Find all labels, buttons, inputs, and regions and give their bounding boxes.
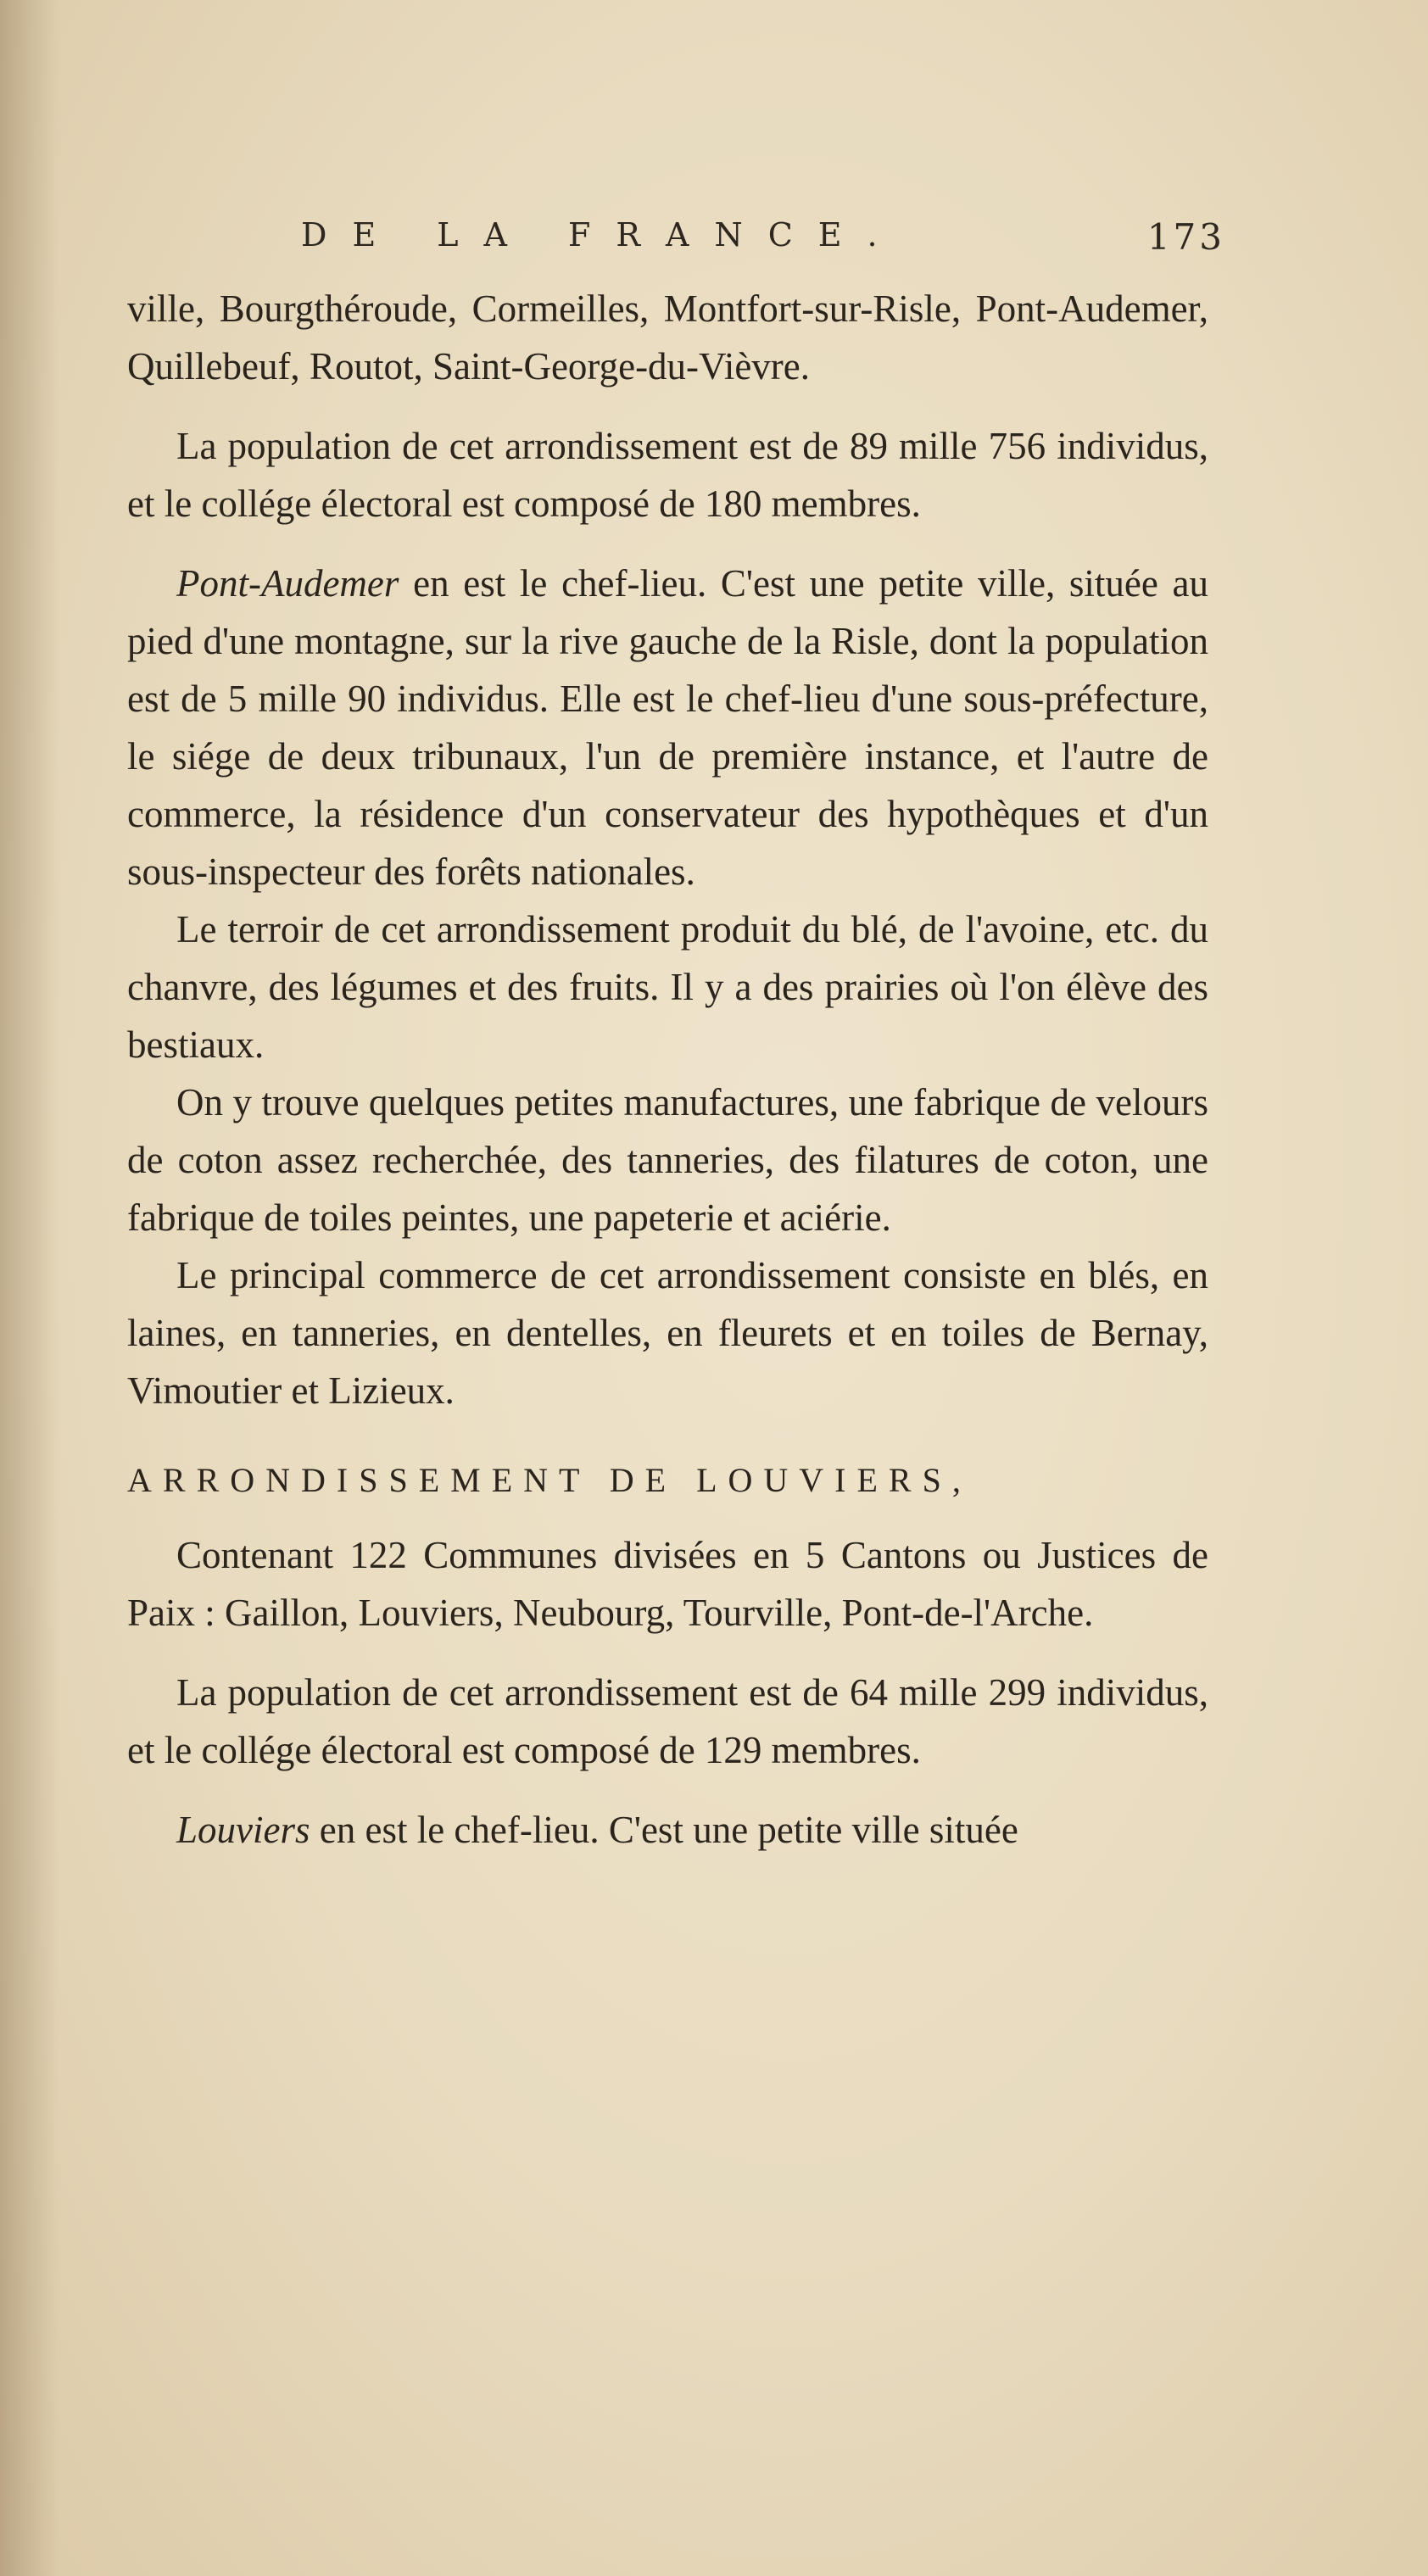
paragraph-4: [127, 900, 1208, 1073]
section-heading-text: ARRONDISSEMENT DE LOUVIERS,: [127, 1461, 972, 1499]
paragraph-3: [127, 555, 1208, 900]
paragraph-6-text: Le principal commerce de cet arrondissement consiste en blés, en laines, en tanneries, en dentelles, en fleurets et en toiles de Bernay, Vimoutier et Lizieux.: [127, 1254, 1208, 1412]
paragraph-3-lead: Pont-Audemer: [176, 562, 399, 605]
paragraph-9-text: en est le chef-lieu. C'est une petite ville située: [310, 1809, 1018, 1851]
paragraph-9-lead: Louviers: [176, 1809, 310, 1851]
paragraph-9: [127, 1801, 1208, 1859]
gutter-shadow: [0, 0, 59, 2576]
body-text: [127, 280, 1208, 1859]
paragraph-1-text: ville, Bourgthéroude, Cormeilles, Montfort-sur-Risle, Pont-Audemer, Quillebeuf, Routot, Saint-George-du-Vièvre.: [127, 287, 1208, 388]
paragraph-7: [127, 1526, 1208, 1642]
paragraph-5: [127, 1073, 1208, 1246]
paragraph-7-text: Contenant 122 Communes divisées en 5 Cantons ou Justices de Paix : Gaillon, Louviers, Neubourg, Tourville, Pont-de-l'Arche.: [127, 1534, 1208, 1634]
paragraph-1: [127, 280, 1208, 395]
paragraph-8: [127, 1664, 1208, 1779]
paragraph-6: [127, 1246, 1208, 1419]
section-heading: [127, 1452, 1208, 1509]
running-title: DE LA FRANCE.: [301, 216, 903, 254]
paragraph-3-text: en est le chef-lieu. C'est une petite ville, située au pied d'une montagne, sur la rive gauche de la Risle, dont la population est de 5 mille 90 individus. Elle est le chef-lieu d'une sous-préfecture, le siége de deux tribunaux, l'un de première instance, et l'autre de commerce, la résidence d'un conservateur des hypothèques et d'un sous-inspecteur des forêts nationales.: [127, 562, 1208, 893]
paragraph-4-text: Le terroir de cet arrondissement produit du blé, de l'avoine, etc. du chanvre, des légumes et des fruits. Il y a des prairies où l'on élève des bestiaux.: [127, 908, 1208, 1066]
paragraph-2: [127, 417, 1208, 532]
paragraph-5-text: On y trouve quelques petites manufactures, une fabrique de velours de coton assez recherchée, des tanneries, des filatures de coton, une fabrique de toiles peintes, une papeterie et aciérie.: [127, 1081, 1208, 1239]
page-header: [301, 216, 1225, 267]
page-number: 173: [1146, 216, 1225, 258]
paragraph-2-text: La population de cet arrondissement est de 89 mille 756 individus, et le collége électoral est composé de 180 membres.: [127, 425, 1208, 525]
paragraph-8-text: La population de cet arrondissement est de 64 mille 299 individus, et le collége électoral est composé de 129 membres.: [127, 1671, 1208, 1771]
